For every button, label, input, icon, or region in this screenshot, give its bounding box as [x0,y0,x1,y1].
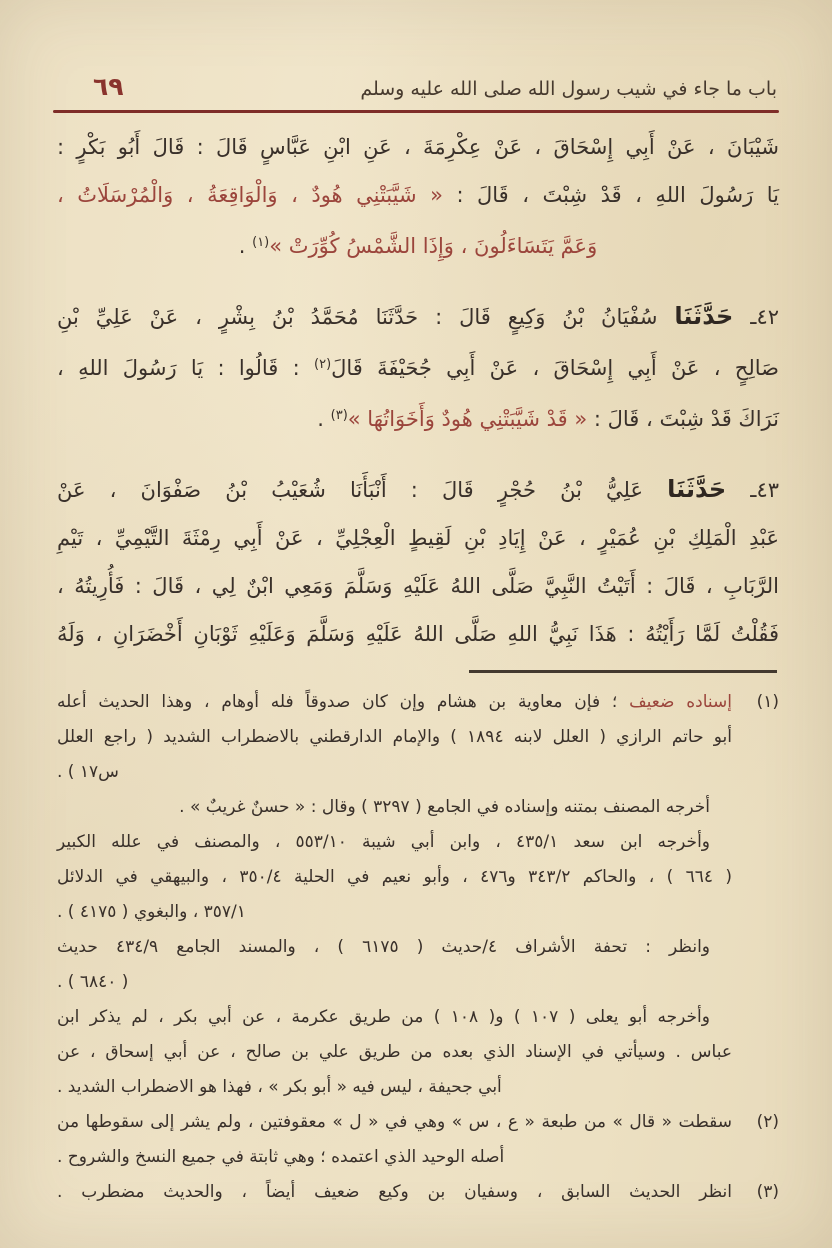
text-run: وانظر : تحفة الأشراف ٤/حديث ( ٦١٧٥ ) ، والمسند الجامع ٤٣٤/٩ حديث [57,937,710,957]
text-run: يَا رَسُولَ اللهِ ، قَدْ شِبْتَ ، قَالَ : [442,183,779,207]
footnote-line [57,790,732,825]
footnote-line [57,1035,732,1070]
footnote-line [57,895,732,930]
footnote-line [57,965,732,1000]
footnote-line [57,825,732,860]
footnote-ref-3: (٣) [330,408,348,423]
footnote-3 [57,1175,779,1210]
haddathana-opener: حَدَّثَنَا [667,475,727,503]
footnote-ref-1: (١) [252,235,270,250]
body-line [57,514,779,562]
chapter-heading: باب ما جاء في شيب رسول الله صلى الله عليه وسلم [360,78,777,100]
text-run: أصله الوحيد الذي اعتمده ؛ وهي ثابتة في جميع النسخ والشروح . [57,1147,505,1167]
footnote-ref-2: (٢) [314,357,332,372]
text-run: عَبْدِ الْمَلِكِ بْنِ عُمَيْرٍ ، عَنْ إِيَادِ بْنِ لَقِيطٍ الْعِجْلِيِّ ، عَنْ أَبِي رِمْثَةَ التَّيْمِيِّ ، تَيْمِ [57,526,779,550]
footnote-line [57,1175,732,1210]
footnote-separator [469,670,777,673]
text-run: سُفْيَانُ بْنُ وَكِيعٍ قَالَ : حَدَّثَنَا مُحَمَّدُ بْنُ بِشْرٍ ، عَنْ عَلِيِّ بْنِ [57,305,675,329]
grading-text: إسناده ضعيف [629,692,732,712]
footnote-line [57,1070,732,1105]
footnote-line [57,1000,732,1035]
text-run: سقطت « قال » من طبعة « ع ، س » وهي في « ل » معقوفتين ، ولم يشر إلى سقوطها من [57,1112,732,1132]
paragraph-hadith-43 [57,465,779,658]
footnote-number: (٣) [756,1182,779,1202]
text-run: نَرَاكَ قَدْ شِبْتَ ، قَالَ : [587,407,779,431]
main-text [57,123,779,658]
text-run: عَلِيُّ بْنُ حُجْرٍ قَالَ : أَنْبَأَنَا شُعَيْبُ بْنُ صَفْوَانَ ، عَنْ [57,478,668,502]
footnote-line [57,1105,732,1140]
hadith-number: ٤٢ـ [733,305,780,329]
text-run: وأخرجه ابن سعد ٤٣٥/١ ، وابن أبي شيبة ٥٥٣/١٠ ، والمصنف في علله الكبير [57,832,711,852]
body-line [57,171,779,219]
page-header [93,72,777,101]
text-run: شَيْبَانَ ، عَنْ أَبِي إِسْحَاقَ ، عَنْ عِكْرِمَةَ ، عَنِ ابْنِ عَبَّاسٍ قَالَ : قَالَ أَبُو بَكْرٍ : [57,135,779,159]
text-run: : قَالُوا : يَا رَسُولَ اللهِ ، [57,356,314,380]
body-line [57,123,779,171]
body-line [57,292,779,341]
body-line [57,392,779,443]
paragraph-hadith-41-continuation [57,123,779,270]
text-run: أبي جحيفة ، ليس فيه « أبو بكر » ، فهذا هو الاضطراب الشديد . [57,1077,502,1097]
footnotes-section [57,685,779,1210]
text-run: فَقُلْتُ لَمَّا رَأَيْتُهُ : هَذَا نَبِيُّ اللهِ صَلَّى اللهُ عَلَيْهِ وَسَلَّمَ وَعَلَيْهِ ثَوْبَانِ أَخْضَرَانِ ، وَلَهُ [57,622,779,646]
text-run: . [317,407,331,431]
text-run: س١٧ ) . [57,762,119,782]
text-run: عباس . وسيأتي في الإسناد الذي بعده من طريق علي بن صالح ، عن أبي إسحاق ، عن [57,1042,732,1062]
text-run: أبو حاتم الرازي ( العلل لابنه ١٨٩٤ ) والإمام الدارقطني بالاضطراب الشديد ( راجع العلل [57,727,733,747]
text-run: انظر الحديث السابق ، وسفيان بن وكيع ضعيف أيضاً ، والحديث مضطرب . [57,1182,732,1202]
hadith-quote-text: « قَدْ شَيَّبَتْنِي هُودٌ وَأَخَوَاتُهَا » [347,407,588,431]
footnote-line [57,755,732,790]
footnote-text [57,1105,732,1175]
footnote-line [57,860,732,895]
text-run: ( ٦٨٤٠ ) . [57,972,129,992]
paragraph-hadith-42 [57,292,779,443]
text-run: ؛ فإن معاوية بن هشام وإن كان صدوقاً فله أوهام ، وهذا الحديث أعله [57,692,630,712]
footnote-line [57,930,732,965]
body-line [57,610,779,658]
body-line [57,465,779,514]
footnote-2 [57,1105,779,1175]
footnote-line [57,685,732,720]
haddathana-opener: حَدَّثَنَا [674,302,734,330]
footnote-text [57,1175,732,1210]
footnote-line [57,1140,732,1175]
footnote-1 [57,685,779,1105]
text-run: ( ٦٦٤ ) ، والحاكم ٣٤٣/٢ و٤٧٦ ، وأبو نعيم في الحلية ٣٥٠/٤ ، والبيهقي في الدلائل [57,867,732,887]
quran-quote-text: وَعَمَّ يَتَسَاءَلُونَ ، وَإِذَا الشَّمْسُ كُوِّرَتْ » [269,234,598,258]
body-line [57,341,779,392]
footnote-number: (٢) [756,1112,779,1132]
text-run: صَالِحٍ ، عَنْ أَبِي إِسْحَاقَ ، عَنْ أَبِي جُحَيْفَةَ قَالَ [331,356,779,380]
footnote-line [57,720,732,755]
quran-quote-text: « شَيَّبَتْنِي هُودٌ ، وَالْوَاقِعَةُ ، وَالْمُرْسَلَاتُ ، [57,183,443,207]
body-line [57,219,779,270]
footnote-text [57,685,732,1105]
text-run: الرَّبَابِ ، قَالَ : أَتَيْتُ النَّبِيَّ صَلَّى اللهُ عَلَيْهِ وَسَلَّمَ وَمَعِي ابْنٌ لِي ، قَالَ : فَأُرِيتُهُ ، [57,574,779,598]
hadith-number: ٤٣ـ [726,478,780,502]
text-run: ٣٥٧/١ ، والبغوي ( ٤١٧٥ ) . [57,902,246,922]
text-run: أخرجه المصنف بمتنه وإسناده في الجامع ( ٣٢٩٧ ) وقال : « حسنٌ غريبٌ » . [179,797,710,817]
text-run: وأخرجه أبو يعلى ( ١٠٧ ) و( ١٠٨ ) من طريق عكرمة ، عن أبي بكر ، لم يذكر ابن [57,1007,710,1027]
page-number: ٦٩ [93,72,124,101]
footnote-number: (١) [756,692,779,712]
body-line [57,562,779,610]
header-rule [53,110,779,113]
text-run: . [238,234,253,258]
